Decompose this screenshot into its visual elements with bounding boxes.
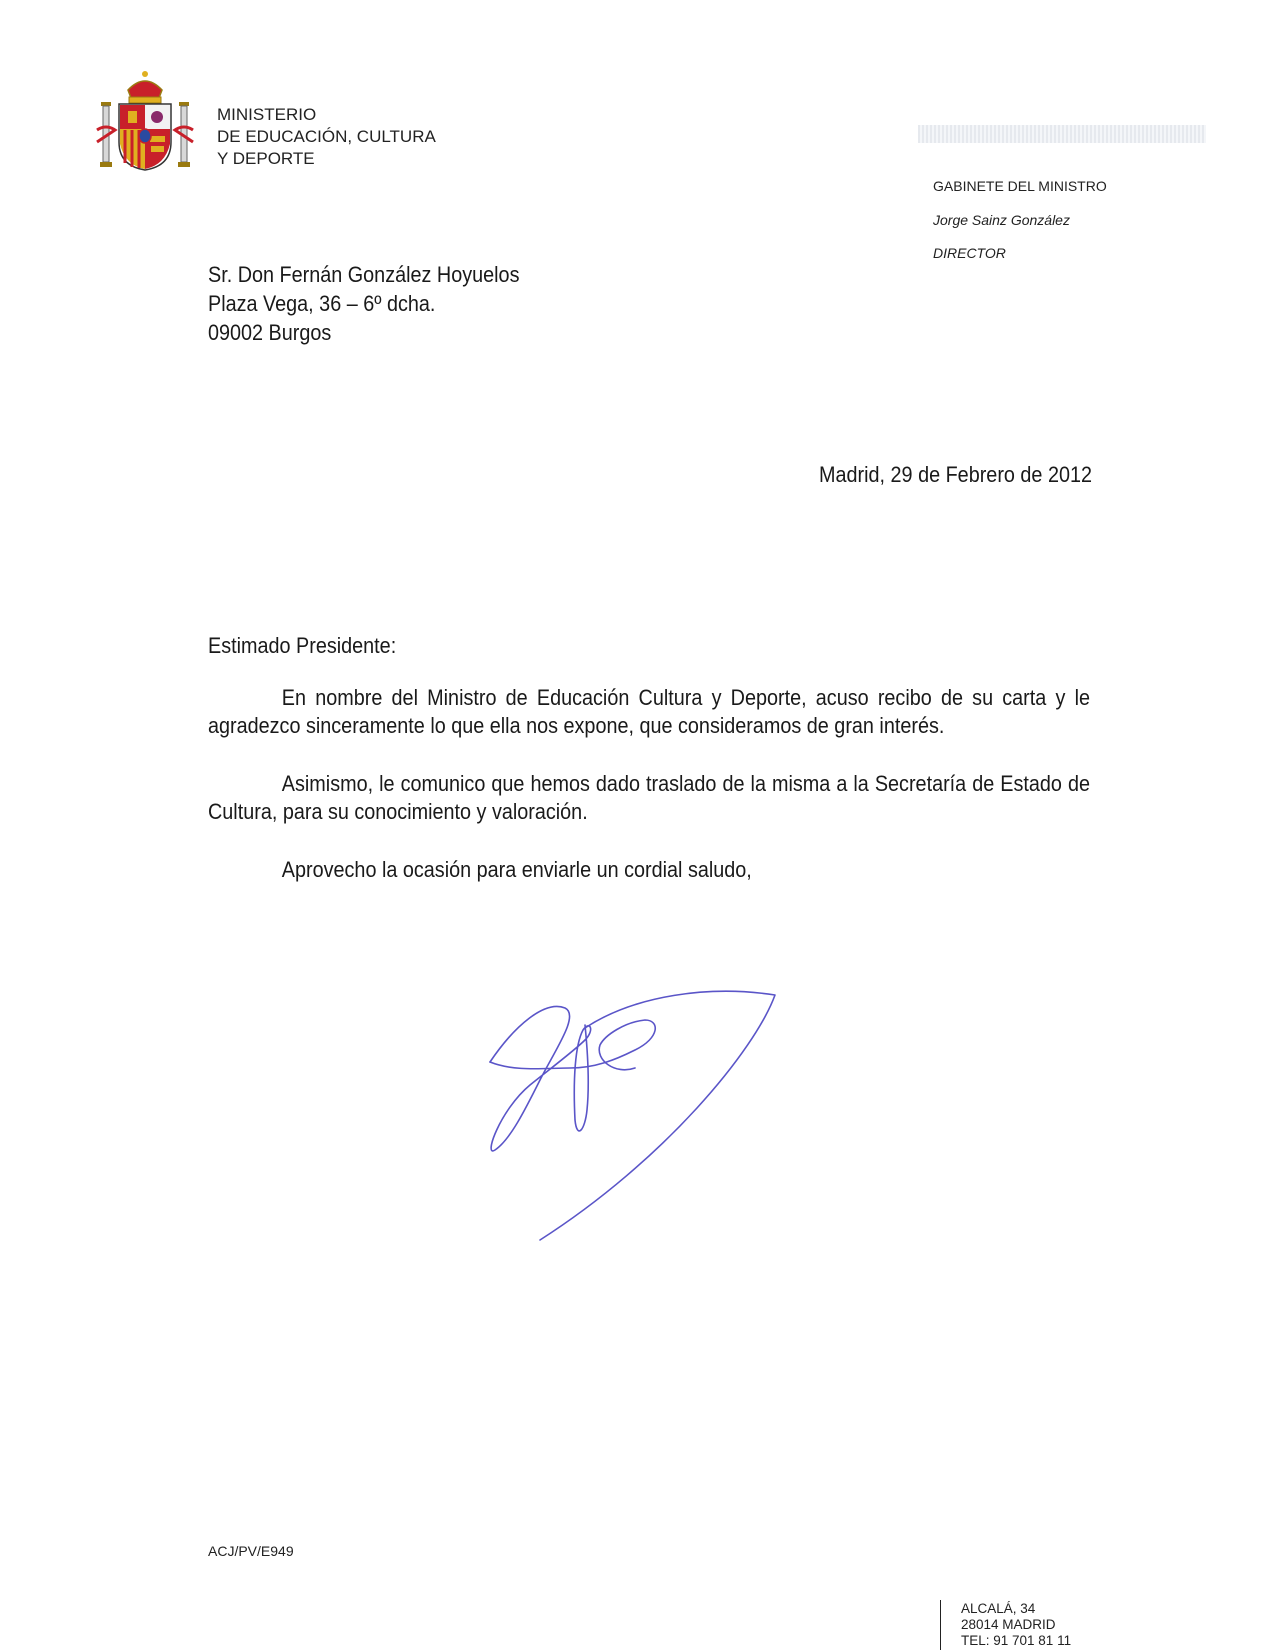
letter-paragraph: Asimismo, le comunico que hemos dado traslado de la misma a la Secretaría de Estado de Cultura, para su conocimiento y valoración. xyxy=(208,771,1090,824)
salutation: Estimado Presidente: xyxy=(208,633,397,658)
recipient-address xyxy=(208,260,519,347)
recipient-line: Plaza Vega, 36 – 6º dcha. xyxy=(208,291,436,316)
letter-body xyxy=(208,632,1090,914)
footer-address xyxy=(961,1601,1071,1649)
letter-date: Madrid, 29 de Febrero de 2012 xyxy=(819,462,1092,487)
address-divider xyxy=(940,1600,941,1650)
ministry-name-line: DE EDUCACIÓN, CULTURA xyxy=(217,127,436,146)
scan-stamp-bar xyxy=(918,125,1206,143)
address-line: ALCALÁ, 34 xyxy=(961,1601,1036,1616)
recipient-line: Sr. Don Fernán González Hoyuelos xyxy=(208,262,520,287)
handwritten-signature-icon xyxy=(485,990,785,1250)
address-line: TEL: 91 701 81 11 xyxy=(961,1633,1072,1648)
letter-paragraph: Aprovecho la ocasión para enviarle un cordial saludo, xyxy=(281,857,752,882)
cabinet-name: Jorge Sainz González xyxy=(933,211,1070,228)
cabinet-department: GABINETE DEL MINISTRO xyxy=(933,178,1107,194)
ministry-name xyxy=(217,104,436,170)
reference-code: ACJ/PV/E949 xyxy=(208,1543,294,1559)
cabinet-position: DIRECTOR xyxy=(933,245,1006,261)
address-line: 28014 MADRID xyxy=(961,1617,1056,1632)
spanish-coat-of-arms-icon xyxy=(95,70,195,176)
cabinet-block xyxy=(933,178,1107,279)
ministry-name-line: MINISTERIO xyxy=(217,105,317,124)
letter-paragraph: En nombre del Ministro de Educación Cultura y Deporte, acuso recibo de su carta y le agradezco sinceramente lo que ella nos expone, que consideramos de gran interés. xyxy=(208,685,1090,738)
ministry-name-line: Y DEPORTE xyxy=(217,149,315,168)
recipient-line: 09002 Burgos xyxy=(208,320,332,345)
